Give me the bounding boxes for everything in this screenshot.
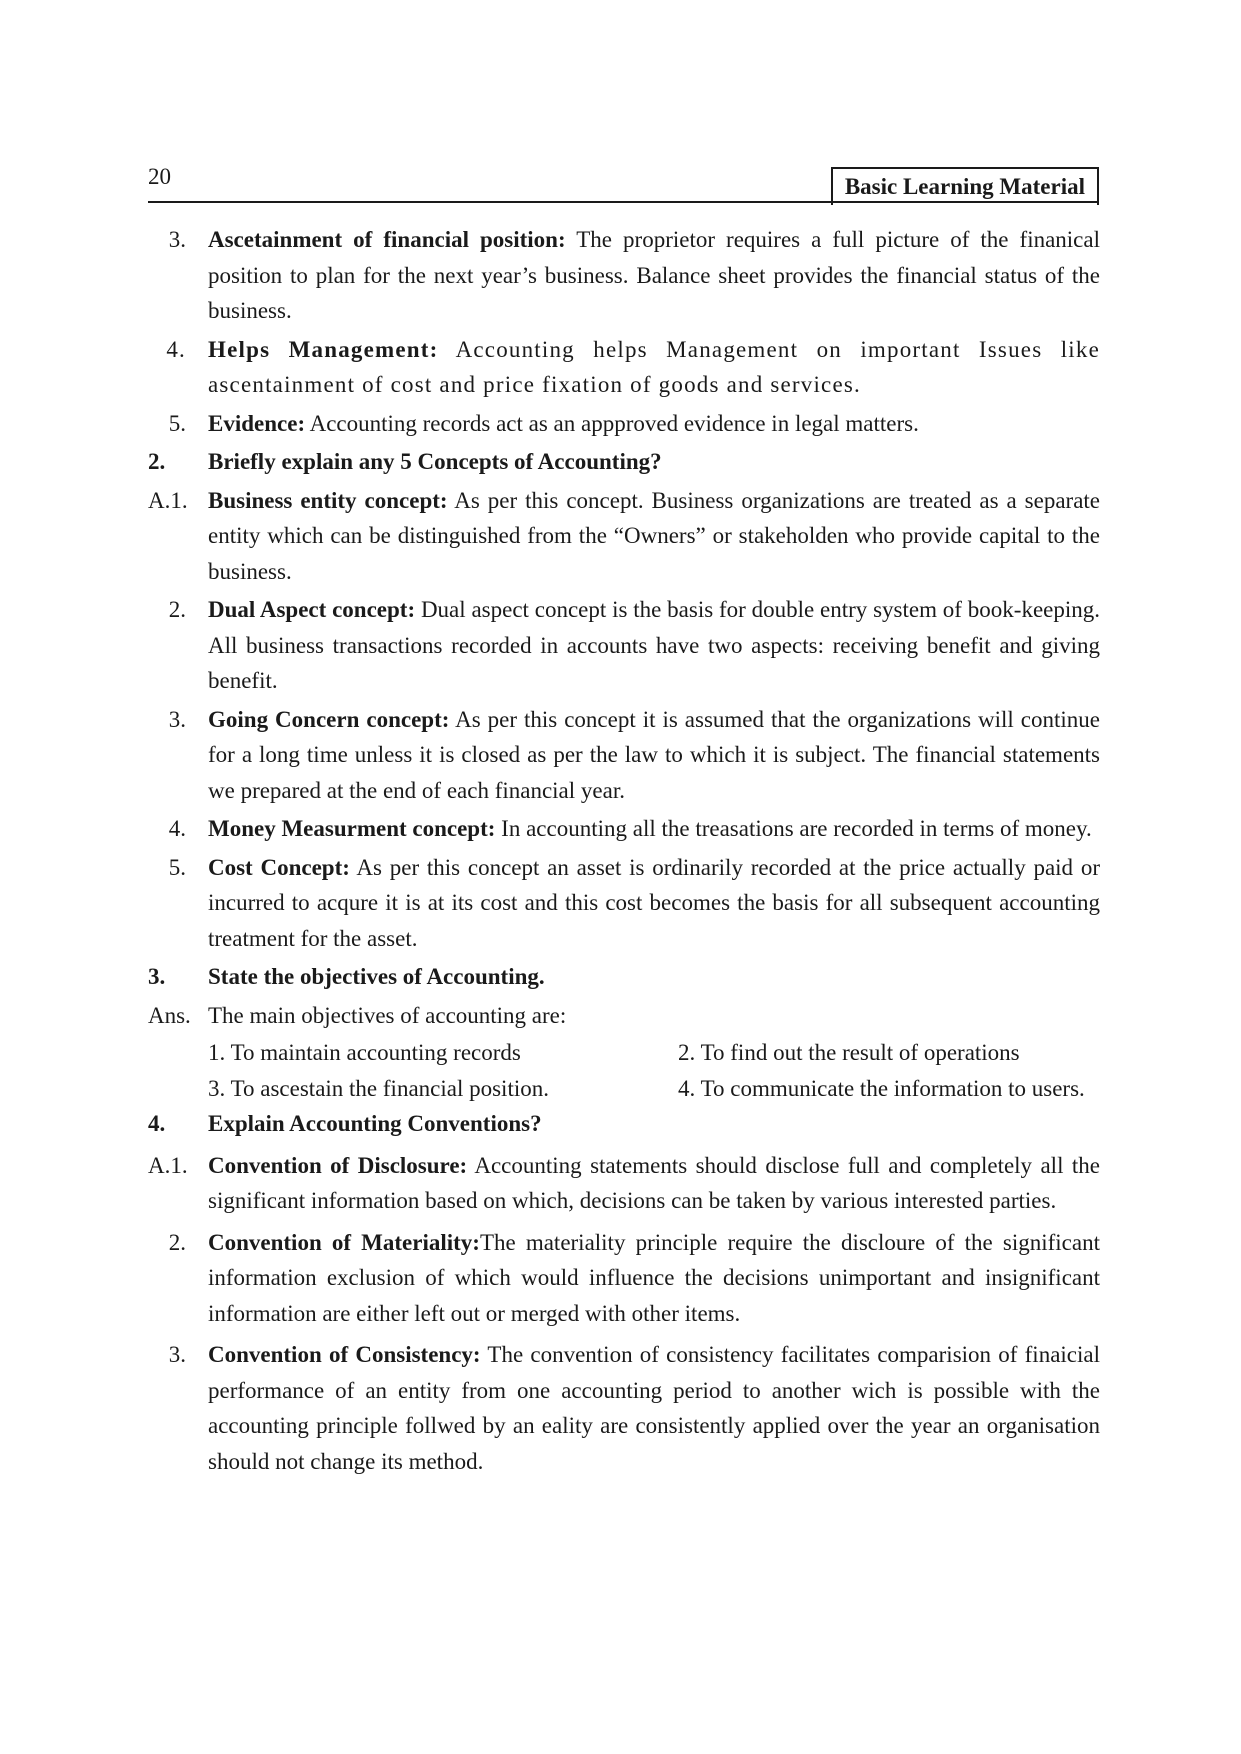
item-text: Accounting records act as an appproved evidence in legal matters.	[305, 410, 919, 436]
item-term: Helps Management:	[208, 336, 439, 362]
item-term: Ascetainment of financial position:	[208, 227, 566, 252]
list-item	[148, 1225, 1100, 1332]
item-number: 4.	[166, 336, 186, 362]
list-item	[148, 702, 1100, 809]
question-number: 4.	[148, 1111, 166, 1136]
item-text: In accounting all the treasations are recorded in terms of money.	[495, 816, 1092, 841]
item-number: 5.	[168, 854, 186, 880]
item-number: 3.	[168, 1342, 186, 1367]
objective-item: 1. To maintain accounting records	[208, 1040, 521, 1065]
list-item	[148, 332, 1100, 403]
item-term: Convention of Consistency:	[208, 1342, 481, 1367]
item-number: 4.	[168, 816, 186, 841]
page-content	[148, 222, 1100, 1479]
objective-item: 4. To communicate the information to users.	[678, 1075, 1085, 1101]
list-item	[148, 222, 1100, 329]
item-text: Accounting statements should disclose full and completely all the significant information based on which, decisions can be taken by various interested parties.	[208, 1152, 1100, 1213]
list-item	[148, 1148, 1100, 1219]
item-text: As per this concept it is assumed that the organizations will continue for a long time unless it is closed as per the law to which it is subject. The financial statements we prepared at the end of each financial year.	[208, 706, 1100, 803]
list-item	[148, 1337, 1100, 1479]
item-term: Evidence:	[208, 410, 306, 436]
list-item	[148, 850, 1100, 957]
header-rule	[148, 201, 1099, 203]
question-number: 2.	[148, 449, 166, 474]
item-term: Convention of Disclosure:	[208, 1152, 468, 1178]
item-number: 5.	[168, 410, 186, 436]
item-term: Business entity concept:	[208, 487, 448, 513]
objective-item: 2. To find out the result of operations	[678, 1040, 1020, 1065]
list-item	[148, 483, 1100, 590]
item-term: Money Measurment concept:	[208, 816, 496, 841]
page-number: 20	[148, 164, 171, 189]
item-number: A.1.	[148, 1152, 188, 1178]
item-text: Dual aspect concept is the basis for double entry system of book-keeping. All business transactions recorded in accounts have two aspects: receiving benefit and giving benefit.	[208, 597, 1100, 693]
item-number: 2.	[168, 597, 186, 622]
question-heading	[148, 1106, 1100, 1142]
item-text: The proprietor requires a full picture of the finanical position to plan for the next year’s business. Balance sheet provides the financial status of the business.	[208, 227, 1100, 323]
item-term: Convention of Materiality:	[208, 1229, 480, 1255]
objectives-list	[148, 1035, 1100, 1106]
list-item	[148, 811, 1100, 847]
answer-intro	[148, 998, 1100, 1034]
list-item	[148, 592, 1100, 699]
question-number: 3.	[148, 964, 166, 989]
item-text: The materiality principle require the discloure of the significant information exclusion of which would influence the decisions unimportant and insignificant information are either left out or merged with other items.	[208, 1229, 1100, 1326]
objectives-row	[208, 1071, 1100, 1107]
question-heading	[148, 959, 1100, 995]
question-heading	[148, 444, 1100, 480]
item-number: 3.	[168, 227, 186, 252]
page-header	[148, 163, 1099, 203]
question-text: Briefly explain any 5 Concepts of Accounting?	[208, 449, 662, 474]
item-term: Cost Concept:	[208, 854, 350, 880]
item-text: The convention of consistency facilitates comparision of finaicial performance of an entity from one accounting period to another wich is possible with the accounting principle follwed by an eality are consistently applied over the year an organisation should not change its method.	[208, 1342, 1100, 1474]
objective-item: 3. To ascestain the financial position.	[208, 1075, 549, 1101]
item-text: Accounting helps Management on important Issues like ascentainment of cost and price fixation of goods and services.	[208, 336, 1100, 397]
item-number: 3.	[168, 706, 186, 732]
objectives-row	[208, 1035, 1100, 1071]
item-term: Dual Aspect concept:	[208, 597, 416, 622]
answer-text: The main objectives of accounting are:	[208, 1002, 567, 1028]
question-text: State the objectives of Accounting.	[208, 964, 545, 989]
question-text: Explain Accounting Conventions?	[208, 1111, 542, 1136]
item-number: 2.	[168, 1229, 186, 1255]
header-title: Basic Learning Material	[831, 167, 1099, 205]
item-text: As per this concept an asset is ordinarily recorded at the price actually paid or incurred to acqure it is at its cost and this cost becomes the basis for all subsequent accounting treatment for the asset.	[208, 854, 1100, 951]
list-item	[148, 406, 1100, 442]
item-number: A.1.	[148, 487, 188, 513]
item-term: Going Concern concept:	[208, 706, 450, 732]
answer-label: Ans.	[148, 1002, 191, 1028]
item-text: As per this concept. Business organizations are treated as a separate entity which can be distinguished from the “Owners” or stakeholden who provide capital to the business.	[208, 487, 1100, 584]
